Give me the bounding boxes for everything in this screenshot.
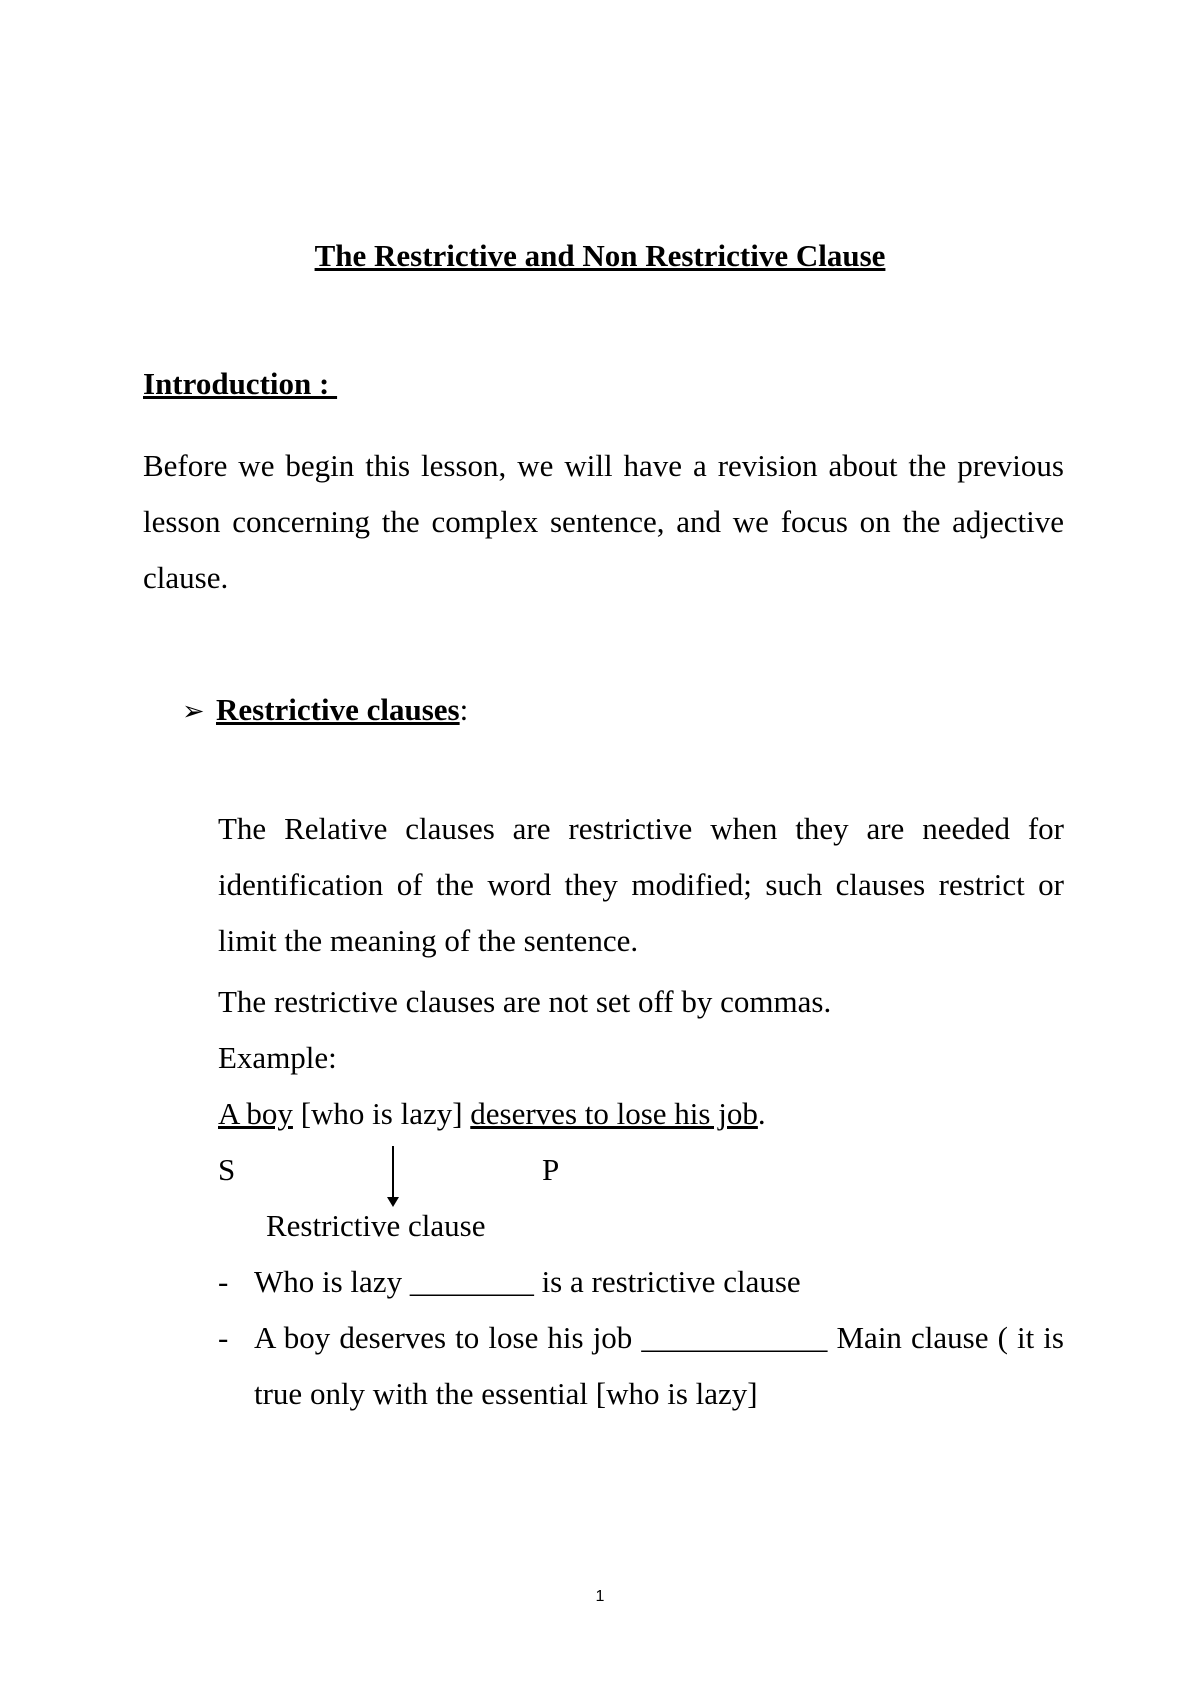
list-item-text: Who is lazy ________ is a restrictive clause: [254, 1264, 801, 1299]
arrow-bullet-icon: ➢: [182, 696, 205, 726]
example-label: Example:: [218, 1040, 337, 1075]
example-sentence: [218, 1094, 766, 1134]
document-title: The Restrictive and Non Restrictive Clause: [314, 238, 886, 273]
example-subject: A boy: [218, 1096, 293, 1131]
list-item: [218, 1310, 1064, 1422]
example-period: .: [757, 1096, 766, 1131]
section-title: Restrictive clauses: [216, 692, 460, 727]
intro-heading: Introduction :: [143, 366, 338, 401]
section-heading: [182, 690, 468, 731]
list-item-text: A boy deserves to lose his job ____________ Main clause ( it is true only with the essential [who is lazy]: [254, 1320, 1064, 1411]
restrictive-clause-label: Restrictive clause: [266, 1208, 486, 1243]
page-number: 1: [595, 1588, 605, 1605]
commas-note: The restrictive clauses are not set off by commas.: [218, 984, 832, 1019]
subject-label: S: [218, 1152, 236, 1187]
predicate-label: P: [542, 1152, 560, 1187]
section-title-colon: :: [459, 692, 469, 727]
example-predicate: deserves to lose his job: [470, 1096, 758, 1131]
example-clause: [who is lazy]: [292, 1096, 471, 1131]
definition-paragraph: The Relative clauses are restrictive when they are needed for identification of the word they modified; such clauses restrict or limit the meaning of the sentence.: [218, 811, 1064, 958]
list-item: [218, 1254, 1064, 1310]
dash-marker: -: [218, 1264, 229, 1299]
down-arrow-line: [392, 1146, 394, 1202]
dash-marker: -: [218, 1320, 229, 1355]
intro-paragraph: Before we begin this lesson, we will have a revision about the previous lesson concerning the complex sentence, and we focus on the adjective clause.: [143, 448, 1064, 595]
